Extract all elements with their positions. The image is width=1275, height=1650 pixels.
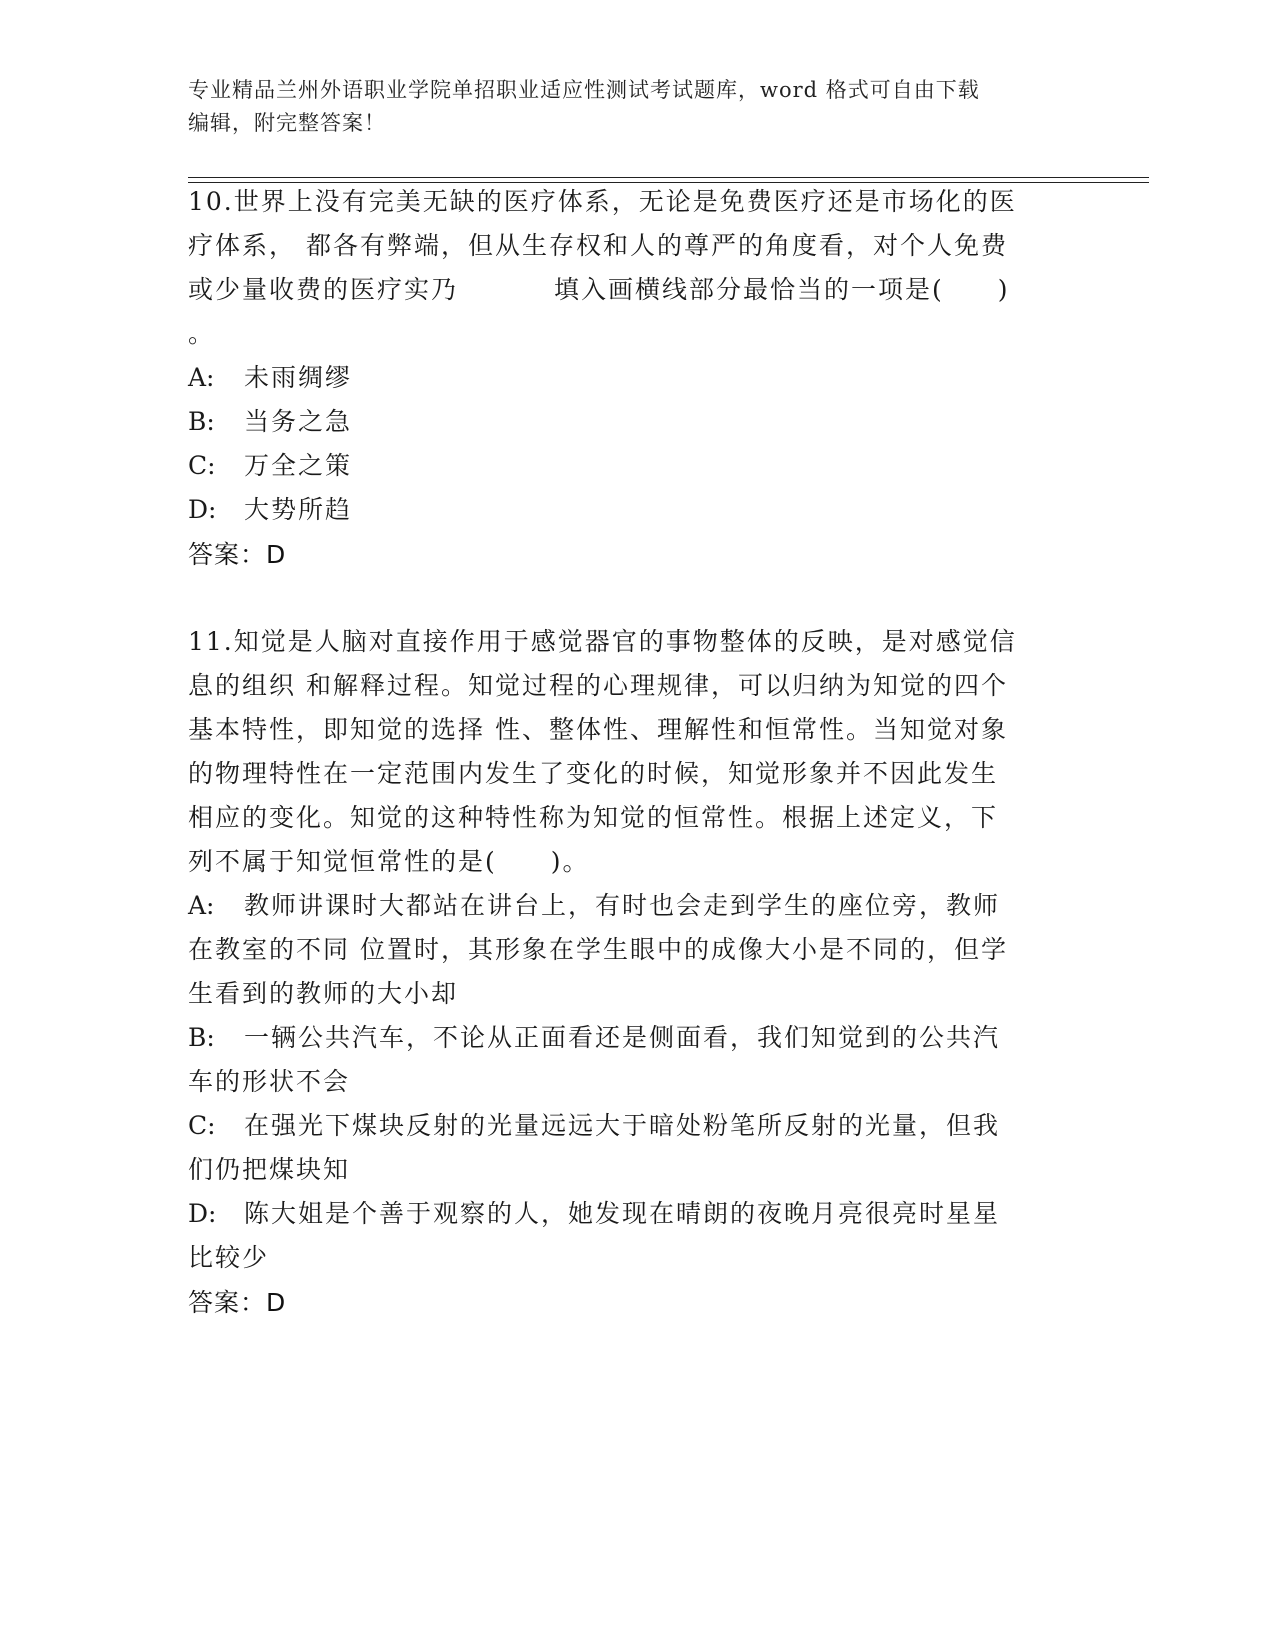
question-10 [188,180,1068,577]
header-divider-top [188,177,1149,178]
header-line-2: 编辑，附完整答案！ [188,111,386,135]
question-stem-line: 息的组织 和解释过程。知觉过程的心理规律，可以归纳为知觉的四个 [188,671,1008,700]
option-key: C: [188,451,216,480]
option-d [188,1192,1068,1236]
option-d-continued: 比较少 [188,1243,270,1272]
option-text: 当务之急 [244,407,353,436]
option-a-continued: 生看到的教师的大小却 [188,979,459,1008]
question-stem-line: 疗体系， 都各有弊端，但从生存权和人的尊严的角度看，对个人免费 [188,231,1008,260]
option-key: A: [188,363,215,392]
option-b [188,400,1068,444]
option-key: A: [188,891,215,920]
option-text: 教师讲课时大都站在讲台上，有时也会走到学生的座位旁，教师 [244,891,1001,920]
stem-text-before-blank: 或少量收费的医疗实乃 [188,275,459,304]
answer-line: 答案：D [188,540,287,569]
option-a [188,356,1068,400]
option-text: 陈大姐是个善于观察的人，她发现在晴朗的夜晚月亮很亮时星星 [244,1199,1001,1228]
option-text: 未雨绸缪 [244,363,353,392]
question-stem-line: 基本特性，即知觉的选择 性、整体性、理解性和恒常性。当知觉对象 [188,715,1008,744]
option-key: D: [188,1199,217,1228]
question-stem-line: 相应的变化。知觉的这种特性称为知觉的恒常性。根据上述定义，下 [188,803,999,832]
answer-line: 答案：D [188,1288,287,1317]
question-stem-line: 。 [188,319,216,348]
option-text: 一辆公共汽车，不论从正面看还是侧面看，我们知觉到的公共汽 [244,1023,1001,1052]
question-stem-line: 列不属于知觉恒常性的是( )。 [188,847,590,876]
option-key: B: [188,407,215,436]
option-b-continued: 车的形状不会 [188,1067,351,1096]
option-key: B: [188,1023,215,1052]
option-d [188,488,1068,532]
option-c [188,444,1068,488]
document-header [188,74,1068,140]
option-a-continued: 在教室的不同 位置时，其形象在学生眼中的成像大小是不同的，但学 [188,935,1008,964]
option-a [188,884,1068,928]
option-key: C: [188,1111,216,1140]
question-stem-line: 10.世界上没有完美无缺的医疗体系，无论是免费医疗还是市场化的医 [188,187,1017,216]
question-11 [188,620,1068,1325]
option-text: 在强光下煤块反射的光量远远大于暗处粉笔所反射的光量，但我 [244,1111,1001,1140]
option-b [188,1016,1068,1060]
option-text: 大势所趋 [244,495,353,524]
question-stem-line: 的物理特性在一定范围内发生了变化的时候，知觉形象并不因此发生 [188,759,999,788]
question-stem-line [188,268,1068,312]
option-c [188,1104,1068,1148]
header-line-1: 专业精品兰州外语职业学院单招职业适应性测试考试题库，word 格式可自由下载 [188,78,980,102]
question-stem-line: 11.知觉是人脑对直接作用于感觉器官的事物整体的反映，是对感觉信 [188,627,1017,656]
option-text: 万全之策 [244,451,353,480]
stem-text-after-blank: 填入画横线部分最恰当的一项是( ) [554,275,1010,304]
option-key: D: [188,495,217,524]
option-c-continued: 们仍把煤块知 [188,1155,351,1184]
